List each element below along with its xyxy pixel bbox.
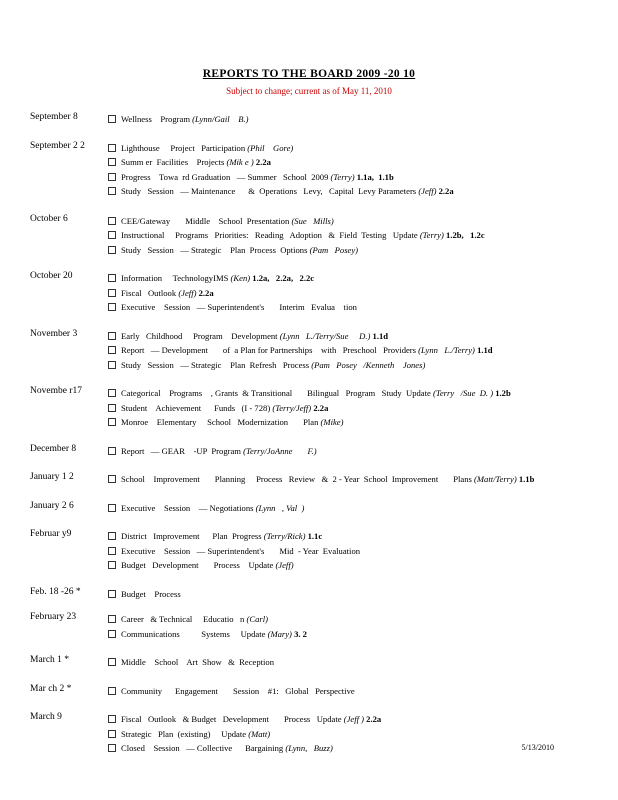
agenda-item-presenter: (Terry/JoAnne F.) [243,445,317,456]
checkbox-bullet-icon [108,547,116,555]
agenda-item-presenter: (Jeff ) [343,714,364,724]
agenda-item-presenter: (Jeff) [178,287,197,298]
agenda-item-title: Career & Technical Educatio n [121,614,245,624]
agenda-item-title: Fiscal Outlook [121,287,177,298]
agenda-item-goal-code: 1.1c [307,531,323,541]
checkbox-bullet-icon [108,532,116,540]
entry-date: December 8 [30,443,77,454]
schedule-entry [0,472,618,487]
agenda-item [108,329,598,344]
agenda-item-goal-code: 1.1a, 1.1b [356,171,394,182]
agenda-item-title: Early Childhood Program Development [121,330,278,341]
agenda-item-goal-code: 1.1d [372,330,389,341]
agenda-item-goal-code: 2.2a [313,402,329,413]
agenda-item-goal-code: 2.2a [255,157,271,167]
agenda-item-goal-code: 2.2a [438,186,454,196]
checkbox-bullet-icon [108,346,116,354]
schedule-list [0,112,618,770]
agenda-item-title: Student Achievement Funds (I - 728) [121,402,271,413]
agenda-item-presenter: (Ken) [230,273,251,283]
agenda-item-title: Instructional Programs Priorities: Reading Adoption & Field Testing Update [121,230,418,240]
entry-items [108,386,618,430]
schedule-entry [0,141,618,199]
entry-items [108,655,618,670]
agenda-item-presenter: (Terry) [330,171,355,182]
agenda-item-title: Middle School Art Show & Reception [121,657,275,667]
agenda-item-goal-code: 2.2a [198,287,214,298]
agenda-item-title: Categorical Programs , Grants & Transitional Bilingual Program Study Update [121,388,431,398]
agenda-item-title: Study Session — Strategic Plan Refresh Process [121,359,310,370]
agenda-item-presenter: (Terry/Jeff) [272,402,312,413]
agenda-item [108,386,598,401]
agenda-item-title: Executive Session — Negotiations [121,502,254,513]
agenda-item-title: Executive Session — Superintendent's Mid - Year Evaluation [121,545,361,556]
agenda-item-title: Communications Systems Update [121,628,266,639]
agenda-item-presenter: (Terry/Rick) [263,531,306,541]
agenda-item [108,271,598,286]
checkbox-bullet-icon [108,173,116,181]
agenda-item [108,684,598,699]
footer-date: 5/13/2010 [521,743,554,752]
agenda-item-presenter: (Lynn , Val ) [255,502,305,513]
agenda-item [108,529,598,544]
agenda-item [108,358,598,373]
agenda-item-title: Report — GEAR -UP Program [121,445,241,456]
agenda-item [108,712,598,727]
agenda-item-title: Summ er Facilities Projects [121,157,225,167]
entry-date: Novembe r17 [30,386,82,396]
agenda-item-title: Report — Development of a Plan for Partnerships with Preschool Providers [121,345,417,355]
entry-items [108,501,618,516]
agenda-item [108,612,598,627]
agenda-item-presenter: (Pam Posey) [309,244,359,255]
checkbox-bullet-icon [108,744,116,752]
agenda-item-presenter: (Mary) [267,628,292,639]
entry-items [108,612,618,641]
agenda-item-presenter: (Lynn/Gail B.) [192,114,249,124]
schedule-entry [0,214,618,258]
entry-items [108,271,618,315]
agenda-item-title: Budget Development Process Update [121,560,274,570]
agenda-item-presenter: (Matt) [248,728,271,739]
agenda-item-goal-code: 3. 2 [294,628,307,639]
agenda-item [108,544,598,559]
agenda-item [108,587,598,602]
checkbox-bullet-icon [108,687,116,695]
entry-items [108,444,618,459]
entry-items [108,529,618,573]
agenda-item-title: Study Session — Strategic Plan Process Options [121,244,308,255]
agenda-item [108,444,598,459]
checkbox-bullet-icon [108,630,116,638]
schedule-entry [0,655,618,670]
agenda-item [108,627,598,642]
checkbox-bullet-icon [108,615,116,623]
agenda-item [108,300,598,315]
entry-date: January 1 2 [30,472,74,482]
agenda-item [108,214,598,229]
checkbox-bullet-icon [108,447,116,455]
agenda-item [108,112,598,127]
entry-items [108,587,618,602]
agenda-item-presenter: (Terry /Sue D. ) [432,388,494,398]
agenda-item-title: Executive Session — Superintendent's Interim Evalua tion [121,302,357,312]
entry-date: Feb. 18 -26 * [30,586,81,597]
agenda-item-presenter: (Matt/Terry) [474,474,517,484]
entry-items [108,214,618,258]
agenda-item-title: CEE/Gateway Middle School Presentation [121,215,290,226]
schedule-entry [0,684,618,699]
checkbox-bullet-icon [108,361,116,369]
agenda-item-goal-code: 2.2a [366,714,382,724]
agenda-item [108,655,598,670]
checkbox-bullet-icon [108,590,116,598]
entry-items [108,112,618,127]
agenda-item-presenter: (Pam Posey /Kenneth Jones) [311,359,426,370]
agenda-item-title: Progress Towa rd Graduation — Summer School 2009 [121,171,329,182]
checkbox-bullet-icon [108,246,116,254]
entry-date: October 6 [30,213,68,224]
agenda-item-presenter: (Jeff) [418,186,437,196]
agenda-item-presenter: (Lynn L./Terry/Sue D.) [279,330,371,341]
agenda-item-presenter: (Sue Mills) [291,215,334,226]
agenda-item-presenter: (Carl) [246,614,268,624]
checkbox-bullet-icon [108,231,116,239]
agenda-item [108,243,598,258]
agenda-item-title: Community Engagement Session #1: Global Perspective [121,685,355,696]
schedule-entry [0,271,618,315]
schedule-entry [0,612,618,641]
agenda-item [108,501,598,516]
checkbox-bullet-icon [108,404,116,412]
agenda-item [108,472,598,487]
checkbox-bullet-icon [108,158,116,166]
agenda-item [108,141,598,156]
entry-date: November 3 [30,328,78,339]
agenda-item-goal-code: 1.2b [495,388,511,398]
agenda-item-title: Study Session — Maintenance & Operations Levy, Capital Levy Parameters [121,186,417,196]
schedule-entry [0,587,618,602]
entry-date: March 1 * [30,655,70,665]
schedule-entry [0,444,618,459]
schedule-entry [0,529,618,573]
agenda-item-presenter: (Lynn, Buzz) [285,743,333,753]
entry-date: Mar ch 2 * [30,683,72,694]
checkbox-bullet-icon [108,115,116,123]
checkbox-bullet-icon [108,658,116,666]
entry-items [108,684,618,699]
checkbox-bullet-icon [108,730,116,738]
checkbox-bullet-icon [108,187,116,195]
agenda-item-presenter: (Terry) [419,230,444,240]
entry-date: September 2 2 [30,140,85,151]
entry-items [108,329,618,373]
checkbox-bullet-icon [108,144,116,152]
checkbox-bullet-icon [108,561,116,569]
checkbox-bullet-icon [108,217,116,225]
agenda-item [108,343,598,358]
agenda-item [108,170,598,185]
agenda-item-title: Monroe Elementary School Modernization Plan [121,417,319,427]
agenda-item-title: Closed Session — Collective Bargaining [121,743,284,753]
agenda-item [108,155,598,170]
entry-date: February 23 [30,612,77,622]
agenda-item-title: School Improvement Planning Process Review & 2 - Year School Improvement Plans [121,474,472,484]
checkbox-bullet-icon [108,303,116,311]
checkbox-bullet-icon [108,504,116,512]
checkbox-bullet-icon [108,289,116,297]
page-title: REPORTS TO THE BOARD 2009 -20 10 [202,68,416,80]
agenda-item-goal-code: 1.2a, 2.2a, 2.2c [252,273,315,283]
checkbox-bullet-icon [108,274,116,282]
checkbox-bullet-icon [108,418,116,426]
checkbox-bullet-icon [108,475,116,483]
entry-date: March 9 [30,712,62,722]
entry-date: October 20 [30,271,73,281]
entry-items [108,472,618,487]
agenda-item-presenter: (Lynn L./Terry) [418,345,475,355]
agenda-item-title: Wellness Program [121,114,191,124]
entry-date: September 8 [30,112,78,122]
agenda-item-title: Strategic Plan (existing) Update [121,728,247,739]
schedule-entry [0,329,618,373]
agenda-item-title: Information TechnologyIMS [121,273,229,283]
schedule-entry [0,501,618,516]
agenda-item-presenter: (Phil Gore) [247,142,294,153]
agenda-item [108,228,598,243]
schedule-entry [0,112,618,127]
schedule-entry [0,386,618,430]
agenda-item-title: Lighthouse Project Participation [121,142,246,153]
agenda-item-title: District Improvement Plan Progress [121,531,262,541]
agenda-item [108,286,598,301]
agenda-item-presenter: (Jeff) [275,560,294,570]
agenda-item-goal-code: 1.2b, 1.2c [446,230,485,240]
entry-date: Februar y9 [30,529,72,539]
agenda-item [108,184,598,199]
agenda-item-title: Budget Process [121,588,181,599]
checkbox-bullet-icon [108,389,116,397]
agenda-item-title: Fiscal Outlook & Budget Development Process Update [121,714,342,724]
agenda-item-goal-code: 1.1d [477,345,493,355]
checkbox-bullet-icon [108,715,116,723]
agenda-item [108,401,598,416]
agenda-item-goal-code: 1.1b [518,474,535,484]
agenda-item [108,558,598,573]
agenda-item-presenter: (Mik e ) [226,157,254,167]
entry-date: January 2 6 [30,500,74,511]
entry-items [108,141,618,199]
agenda-item [108,727,598,742]
page-subtitle: Subject to change; current as of May 11, 2010 [226,86,392,96]
agenda-item-presenter: (Mike) [320,417,344,427]
agenda-item [108,415,598,430]
checkbox-bullet-icon [108,332,116,340]
